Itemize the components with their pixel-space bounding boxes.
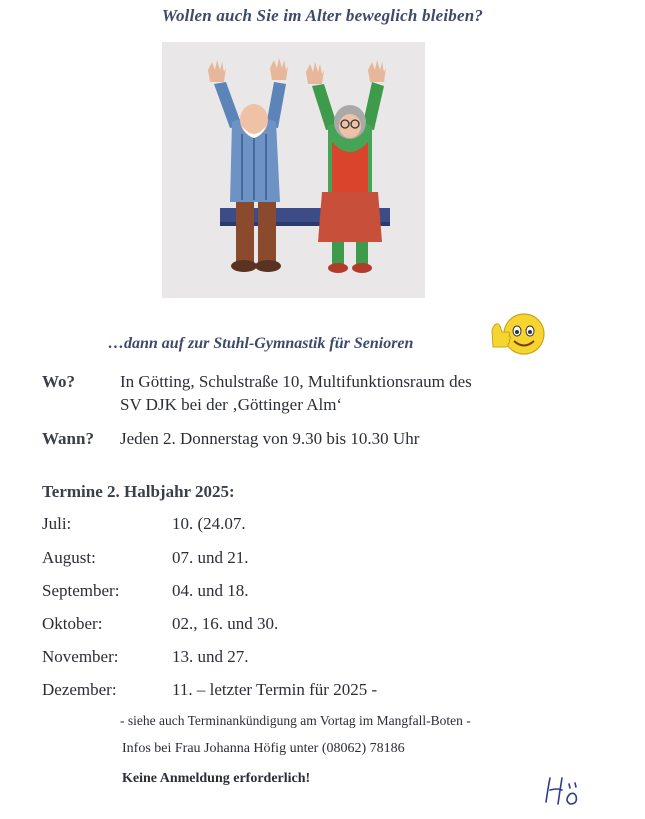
when-label: Wann? <box>42 429 94 448</box>
schedule-dates: 10. (24.07. <box>172 514 246 533</box>
tagline: …dann auf zur Stuhl-Gymnastik für Senioren <box>108 335 414 352</box>
thumbs-up-smiley-icon <box>486 310 548 358</box>
schedule-month: Oktober: <box>42 614 103 633</box>
announcement-note: - siehe auch Terminankündigung am Vortag im Mangfall-Boten - <box>120 713 471 728</box>
seniors-illustration <box>162 42 425 298</box>
where-line-1: In Götting, Schulstraße 10, Multifunktionsraum des <box>120 372 472 391</box>
schedule-month: August: <box>42 548 96 567</box>
when-text: Jeden 2. Donnerstag von 9.30 bis 10.30 Uhr <box>120 429 420 448</box>
schedule-dates: 04. und 18. <box>172 581 249 600</box>
headline: Wollen auch Sie im Alter beweglich bleiben? <box>161 6 484 25</box>
schedule-month: Dezember: <box>42 680 117 699</box>
schedule-month: Juli: <box>42 514 72 533</box>
handwritten-signature <box>540 770 590 810</box>
schedule-dates: 02., 16. und 30. <box>172 614 279 633</box>
schedule-dates: 13. und 27. <box>172 647 249 666</box>
schedule-dates: 11. – letzter Termin für 2025 - <box>172 680 378 699</box>
registration-note: Keine Anmeldung erforderlich! <box>122 771 311 786</box>
schedule-dates: 07. und 21. <box>172 548 249 567</box>
schedule-month: November: <box>42 647 119 666</box>
schedule-title: Termine 2. Halbjahr 2025: <box>42 482 235 501</box>
schedule-month: September: <box>42 581 120 600</box>
where-label: Wo? <box>42 372 76 391</box>
where-line-2: SV DJK bei der ‚Göttinger Alm‘ <box>120 395 343 414</box>
contact-info: Infos bei Frau Johanna Höfig unter (08062) 78186 <box>122 741 405 756</box>
